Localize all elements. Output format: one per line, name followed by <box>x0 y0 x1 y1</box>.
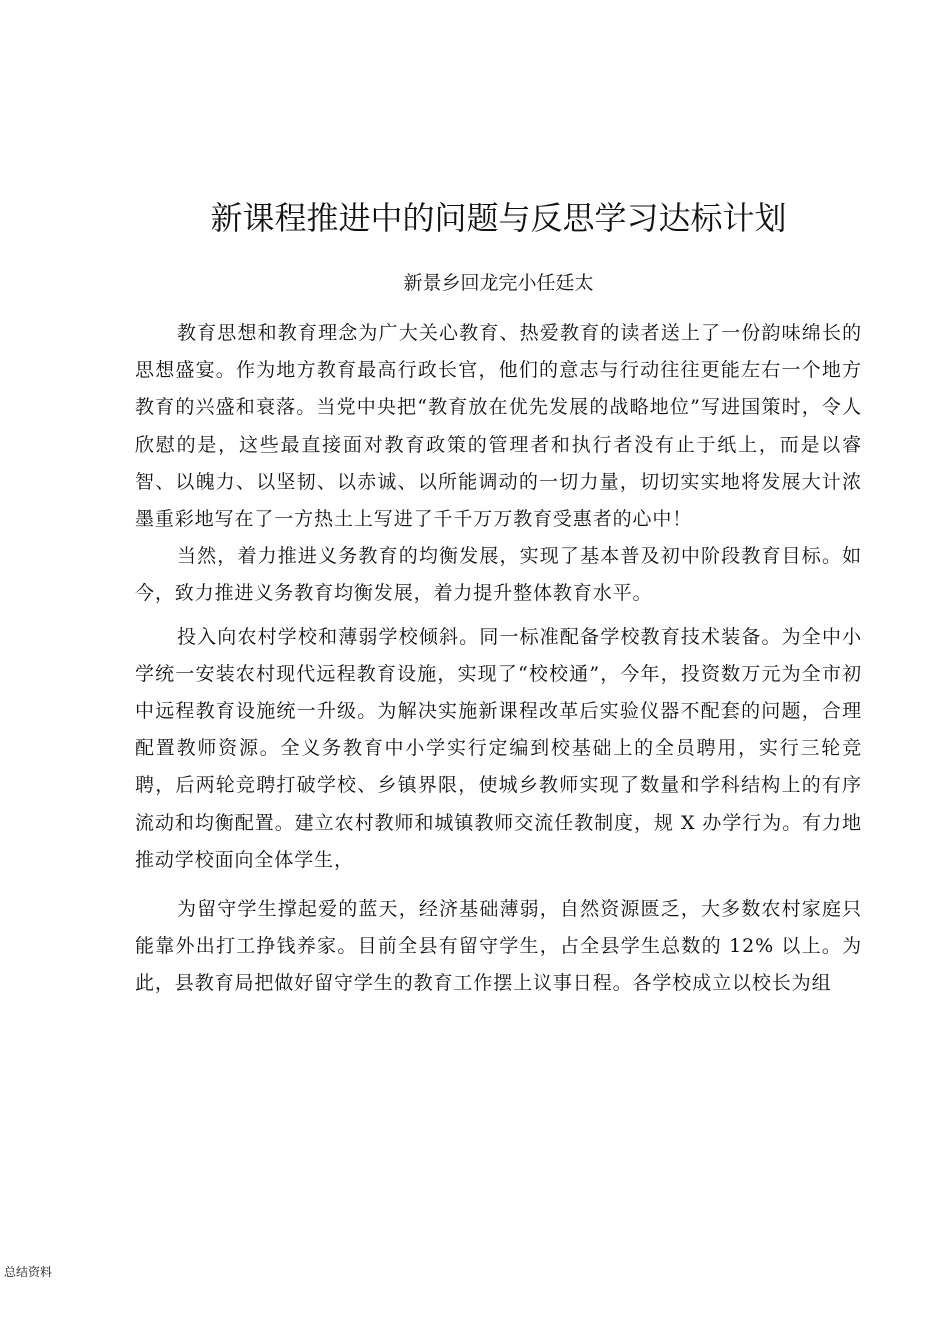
paragraph-2: 当然，着力推进义务教育的均衡发展，实现了基本普及初中阶段教育目标。如今，致力推进义务教育均衡发展，着力提升整体教育水平。 <box>135 545 862 605</box>
document-title: 新课程推进中的问题与反思学习达标计划 <box>210 199 787 237</box>
document-body <box>135 315 862 1003</box>
paragraph-3: 投入向农村学校和薄弱学校倾斜。同一标准配备学校教育技术装备。为全中小学统一安装农村现代远程教育设施，实现了“校校通”，今年，投资数万元为全市初中远程教育设施统一升级。为解决实施新课程改革后实验仪器不配套的问题，合理配置教师资源。全义务教育中小学实行定编到校基础上的全员聘用，实行三轮竞聘，后两轮竞聘打破学校、乡镇界限，使城乡教师实现了数量和学科结构上的有序流动和均衡配置。建立农村教师和城镇教师交流任教制度，规 X 办学行为。有力地推动学校面向全体学生， <box>135 625 862 871</box>
author-line: 新景乡回龙完小任廷太 <box>403 272 594 294</box>
footer-note: 总结资料 <box>4 1265 53 1279</box>
paragraph-4: 为留守学生撑起爱的蓝天，经济基础薄弱，自然资源匮乏，大多数农村家庭只能靠外出打工挣钱养家。目前全县有留守学生，占全县学生总数的 12% 以上。为此，县教育局把做好留守学生的教育工作摆上议事日程。各学校成立以校长为组 <box>135 898 862 995</box>
paragraph-1: 教育思想和教育理念为广大关心教育、热爱教育的读者送上了一份韵味绵长的思想盛宴。作为地方教育最高行政长官，他们的意志与行动往往更能左右一个地方教育的兴盛和衰落。当党中央把“教育放在优先发展的战略地位”写进国策时，令人欣慰的是，这些最直接面对教育政策的管理者和执行者没有止于纸上，而是以睿智、以魄力、以坚韧、以赤诚、以所能调动的一切力量，切切实实地将发展大计浓墨重彩地写在了一方热土上写进了千千万万教育受惠者的心中！ <box>135 322 862 531</box>
